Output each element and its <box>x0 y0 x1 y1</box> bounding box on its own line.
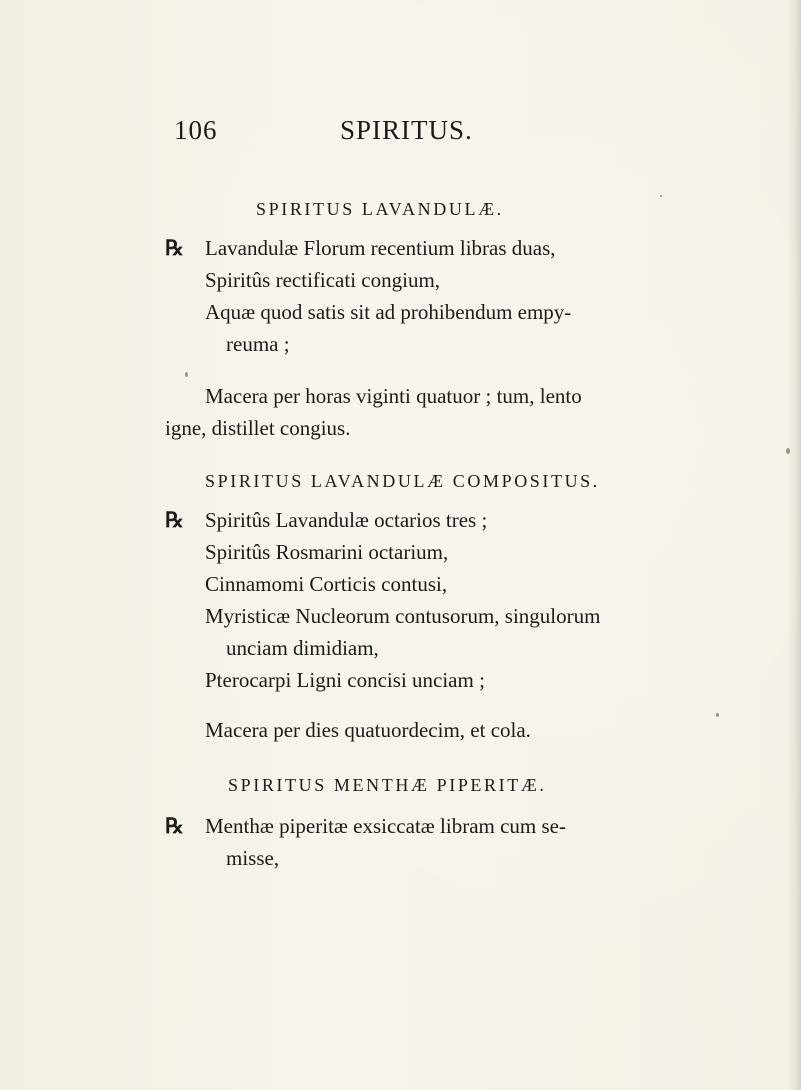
page-edge-shadow <box>787 0 801 1090</box>
paper-speck <box>660 195 662 197</box>
recipe-symbol: ℞ <box>165 236 183 260</box>
section-title-lavandulae-compositus: SPIRITUS LAVANDULÆ COMPOSITUS. <box>205 471 600 491</box>
ingredient-line: reuma ; <box>226 332 290 356</box>
running-title: SPIRITUS. <box>340 115 473 145</box>
ingredient-line: Aquæ quod satis sit ad prohibendum empy- <box>205 300 572 324</box>
ingredient-line: misse, <box>226 846 280 870</box>
section-title-lavandulae: SPIRITUS LAVANDULÆ. <box>256 199 504 219</box>
paper-speck <box>185 372 188 377</box>
ingredient-line: Pterocarpi Ligni concisi unciam ; <box>205 668 485 692</box>
recipe-symbol: ℞ <box>165 508 183 532</box>
directions-line: Macera per horas viginti quatuor ; tum, lento <box>205 384 582 408</box>
directions-line: Macera per dies quatuordecim, et cola. <box>205 718 531 742</box>
page-number: 106 <box>174 115 218 145</box>
ingredient-line: Myristicæ Nucleorum contusorum, singulorum <box>205 604 601 628</box>
paper-speck <box>786 448 790 454</box>
ingredient-line: unciam dimidiam, <box>226 636 379 660</box>
recipe-symbol: ℞ <box>165 814 183 838</box>
directions-line: igne, distillet congius. <box>165 416 351 440</box>
paper-speck <box>716 713 719 717</box>
ingredient-line: Menthæ piperitæ exsiccatæ libram cum se- <box>205 814 566 838</box>
ingredient-line: Spiritûs Rosmarini octarium, <box>205 540 449 564</box>
section-title-menthae-piperitae: SPIRITUS MENTHÆ PIPERITÆ. <box>228 775 547 795</box>
ingredient-line: Cinnamomi Corticis contusi, <box>205 572 448 596</box>
ingredient-line: Lavandulæ Florum recentium libras duas, <box>205 236 556 260</box>
ingredient-line: Spiritûs Lavandulæ octarios tres ; <box>205 508 488 532</box>
ingredient-line: Spiritûs rectificati congium, <box>205 268 441 292</box>
